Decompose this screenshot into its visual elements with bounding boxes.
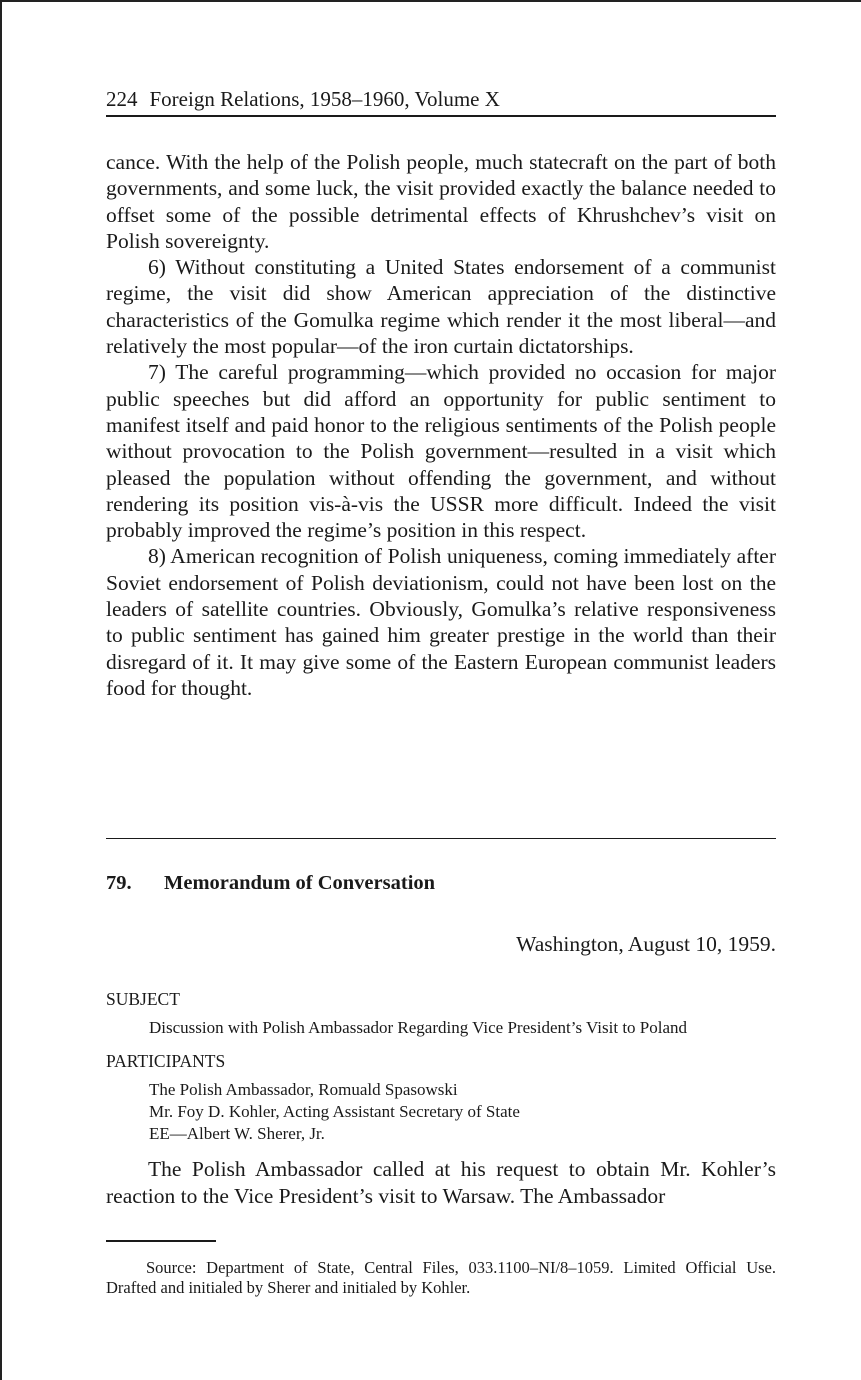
paragraph-point-6: 6) Without constituting a United States endorsement of a communist regime, the visit did show American appreciation of the distinctive characteristics of the Gomulka regime which render it the most liberal—and relatively the most popular—of the iron curtain dictatorships. xyxy=(106,255,776,359)
paragraph-point-8: 8) American recognition of Polish uniqueness, coming immediately after Soviet endorsement of Polish deviationism, could not have been lost on the leaders of satellite countries. Obviously, Gomulka’s relative responsiveness to public sentiment has gained him greater prestige in the world than their disregard of it. It may give some of the Eastern European communist leaders food for thought. xyxy=(106,544,776,700)
participants-label: PARTICIPANTS xyxy=(106,1051,226,1071)
volume-title: Foreign Relations, 1958–1960, Volume X xyxy=(149,87,500,111)
subject-label: SUBJECT xyxy=(106,989,180,1009)
source-footnote xyxy=(106,1258,776,1298)
participant-2: Mr. Foy D. Kohler, Acting Assistant Secretary of State xyxy=(149,1102,520,1121)
paragraph-point-7: 7) The careful programming—which provided no occasion for major public speeches but did afford an opportunity for public sentiment to manifest itself and paid honor to the religious sentiments of the Polish people without provocation to the Polish government—resulted in a visit which pleased the population without offending the government, and without rendering its position vis-à-vis the USSR more difficult. Indeed the visit probably improved the regime’s position in this respect. xyxy=(106,360,776,543)
footnote-text: Source: Department of State, Central Files, 033.1100–NI/8–1059. Limited Official Use. Drafted and initialed by Sherer and initialed by Kohler. xyxy=(106,1258,776,1297)
conversation-text xyxy=(106,1156,776,1210)
page-left-edge xyxy=(0,0,2,1380)
dateline: Washington, August 10, 1959. xyxy=(516,932,776,956)
body-text xyxy=(106,149,776,701)
page-top-edge xyxy=(0,0,861,2)
conversation-opening-paragraph: The Polish Ambassador called at his request to obtain Mr. Kohler’s reaction to the Vice President’s visit to Warsaw. The Ambassador xyxy=(106,1157,776,1208)
participant-1: The Polish Ambassador, Romuald Spasowski xyxy=(149,1080,458,1099)
running-head xyxy=(106,86,776,117)
page-number: 224 xyxy=(106,87,138,111)
subject-text: Discussion with Polish Ambassador Regarding Vice President’s Visit to Poland xyxy=(149,1018,688,1037)
document-heading xyxy=(106,870,435,896)
document-number: 79. xyxy=(106,872,132,894)
footnote-divider xyxy=(106,1240,216,1242)
section-divider xyxy=(106,838,776,839)
participant-3: EE—Albert W. Sherer, Jr. xyxy=(149,1124,325,1143)
paragraph-continuation: cance. With the help of the Polish people, much statecraft on the part of both governments, and some luck, the visit provided exactly the balance needed to offset some of the possible detrimental effects of Khrushchev’s visit on Polish sovereignty. xyxy=(106,150,776,253)
document-title: Memorandum of Conversation xyxy=(164,872,436,894)
